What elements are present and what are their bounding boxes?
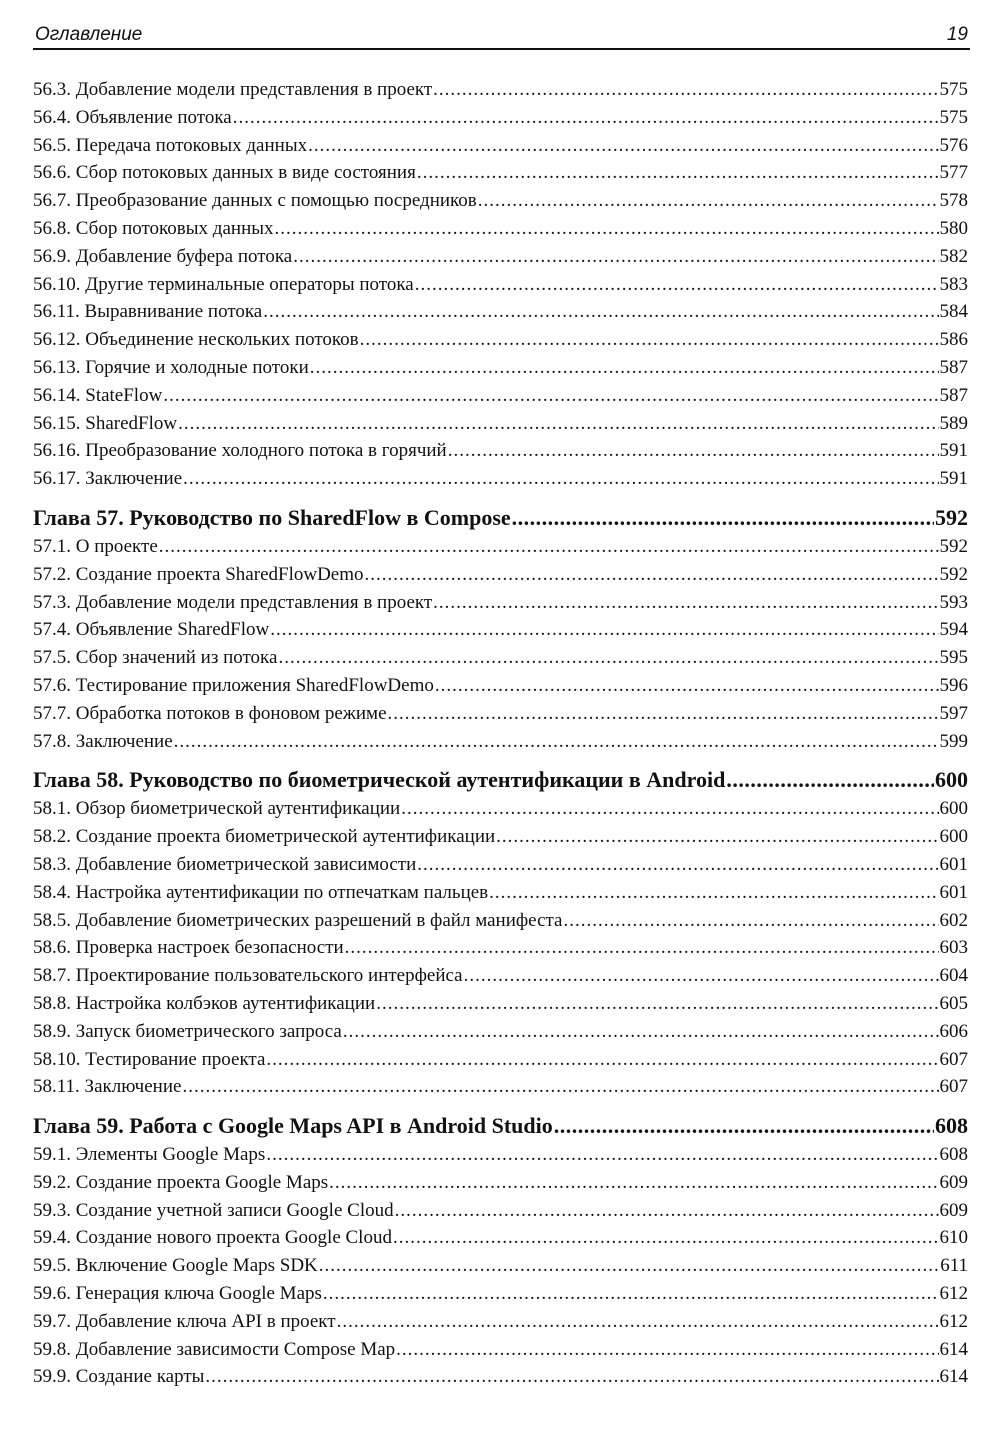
dot-leader [323,1280,939,1308]
toc-entry-page: 591 [939,468,968,490]
toc-section-entry [33,700,968,728]
table-of-contents [33,76,968,1391]
toc-entry-title: 56.5. Передача потоковых данных [33,134,308,156]
toc-entry-title: 59.3. Создание учетной записи Google Cloud [33,1199,394,1221]
dot-leader [512,503,934,533]
dot-leader [417,851,938,879]
toc-entry-title: 56.4. Объявление потока [33,106,232,128]
toc-section-entry [33,851,968,879]
toc-entry-title: 59.6. Генерация ключа Google Maps [33,1283,322,1305]
dot-leader [401,795,938,823]
toc-section-entry [33,644,968,672]
toc-entry-title: Глава 57. Руководство по SharedFlow в Compose [33,504,511,530]
toc-entry-page: 586 [939,329,968,351]
toc-entry-page: 607 [939,1048,968,1070]
toc-entry-title: Глава 58. Руководство по биометрической аутентификации в Android [33,767,726,793]
toc-section-entry [33,1018,968,1046]
dot-leader [329,1169,938,1197]
toc-entry-title: 56.15. SharedFlow [33,412,178,434]
toc-section-entry [33,1197,968,1225]
toc-entry-title: 57.5. Сбор значений из потока [33,647,278,669]
toc-entry-page: 591 [939,440,968,462]
toc-section-entry [33,1141,968,1169]
toc-entry-page: 609 [939,1171,968,1193]
toc-entry-page: 578 [939,190,968,212]
toc-entry-title: 56.7. Преобразование данных с помощью посредников [33,190,477,212]
toc-chapter-entry [33,503,968,533]
toc-entry-title: 58.1. Обзор биометрической аутентификации [33,798,401,820]
toc-entry-title: 57.1. О проекте [33,535,158,557]
toc-section-entry [33,879,968,907]
toc-section-entry [33,1308,968,1336]
dot-leader [310,354,939,382]
toc-section-entry [33,589,968,617]
toc-entry-title: 58.6. Проверка настроек безопасности [33,937,344,959]
toc-entry-page: 577 [939,162,968,184]
toc-entry-page: 596 [939,674,968,696]
toc-entry-title: 59.1. Элементы Google Maps [33,1144,266,1166]
dot-leader [360,326,939,354]
toc-chapter-entry [33,765,968,795]
toc-section-entry [33,215,968,243]
toc-section-entry [33,159,968,187]
toc-entry-page: 575 [939,106,968,128]
toc-entry-page: 614 [939,1338,968,1360]
running-header [33,22,970,50]
toc-entry-page: 608 [935,1113,968,1139]
toc-entry-title: Глава 59. Работа с Google Maps API в Android Studio [33,1113,553,1139]
toc-entry-page: 600 [939,826,968,848]
toc-entry-page: 587 [939,356,968,378]
toc-entry-title: 59.5. Включение Google Maps SDK [33,1255,318,1277]
toc-section-entry [33,354,968,382]
toc-section-entry [33,823,968,851]
dot-leader [433,589,938,617]
toc-entry-title: 56.8. Сбор потоковых данных [33,217,274,239]
toc-section-entry [33,243,968,271]
toc-entry-page: 583 [939,273,968,295]
toc-entry-title: 57.6. Тестирование приложения SharedFlowDemo [33,674,434,696]
dot-leader [365,561,939,589]
toc-entry-page: 614 [939,1366,968,1388]
dot-leader [435,672,939,700]
toc-section-entry [33,533,968,561]
toc-section-entry [33,1280,968,1308]
toc-entry-title: 56.9. Добавление буфера потока [33,245,293,267]
header-page-number: 19 [946,24,968,45]
dot-leader [308,132,938,160]
toc-entry-page: 612 [939,1310,968,1332]
toc-entry-title: 56.6. Сбор потоковых данных в виде состояния [33,162,416,184]
toc-section-entry [33,1224,968,1252]
toc-entry-page: 605 [939,992,968,1014]
dot-leader [376,990,938,1018]
toc-section-entry [33,795,968,823]
toc-section-entry [33,672,968,700]
toc-entry-title: 58.8. Настройка колбэков аутентификации [33,992,376,1014]
toc-entry-page: 592 [939,563,968,585]
toc-section-entry [33,1252,968,1280]
toc-entry-page: 592 [935,504,968,530]
toc-entry-title: 56.16. Преобразование холодного потока в горячий [33,440,447,462]
toc-entry-title: 59.4. Создание нового проекта Google Cloud [33,1227,392,1249]
toc-entry-title: 56.17. Заключение [33,468,183,490]
toc-entry-title: 57.7. Обработка потоков в фоновом режиме [33,702,387,724]
toc-entry-page: 608 [939,1144,968,1166]
dot-leader [417,159,939,187]
dot-leader [388,700,939,728]
toc-entry-title: 58.7. Проектирование пользовательского интерфейса [33,965,463,987]
toc-section-entry [33,132,968,160]
toc-entry-title: 57.2. Создание проекта SharedFlowDemo [33,563,364,585]
toc-entry-page: 599 [939,730,968,752]
dot-leader [233,104,939,132]
toc-entry-page: 587 [939,384,968,406]
toc-entry-page: 595 [939,647,968,669]
dot-leader [345,934,939,962]
toc-section-entry [33,465,968,493]
toc-entry-page: 603 [939,937,968,959]
toc-section-entry [33,1073,968,1101]
toc-entry-title: 56.11. Выравнивание потока [33,301,263,323]
dot-leader [433,76,938,104]
toc-entry-title: 57.4. Объявление SharedFlow [33,619,270,641]
dot-leader [343,1018,939,1046]
dot-leader [278,644,938,672]
toc-chapter-entry [33,1111,968,1141]
dot-leader [263,298,938,326]
toc-entry-page: 600 [939,798,968,820]
toc-entry-title: 58.11. Заключение [33,1076,182,1098]
toc-entry-page: 602 [939,909,968,931]
header-section-title: Оглавление [35,24,143,45]
toc-entry-page: 600 [935,767,968,793]
toc-entry-title: 58.2. Создание проекта биометрической аутентификации [33,826,496,848]
toc-section-entry [33,410,968,438]
dot-leader [183,465,938,493]
toc-entry-title: 56.3. Добавление модели представления в проект [33,79,433,100]
dot-leader [205,1363,938,1391]
dot-leader [182,1073,938,1101]
toc-section-entry [33,271,968,299]
toc-section-entry [33,1046,968,1074]
toc-entry-page: 592 [939,535,968,557]
dot-leader [319,1252,939,1280]
toc-entry-page: 575 [939,79,968,100]
toc-entry-page: 589 [939,412,968,434]
toc-entry-title: 57.8. Заключение [33,730,173,752]
toc-entry-page: 584 [939,301,968,323]
toc-section-entry [33,104,968,132]
toc-entry-page: 597 [939,702,968,724]
toc-section-entry [33,728,968,756]
toc-entry-title: 58.4. Настройка аутентификации по отпечаткам пальцев [33,881,489,903]
toc-section-entry [33,934,968,962]
toc-entry-page: 580 [939,217,968,239]
toc-entry-page: 607 [939,1076,968,1098]
toc-entry-title: 58.10. Тестирование проекта [33,1048,266,1070]
toc-section-entry [33,1336,968,1364]
dot-leader [554,1111,934,1141]
toc-entry-title: 57.3. Добавление модели представления в проект [33,591,433,613]
toc-entry-title: 56.13. Горячие и холодные потоки [33,356,309,378]
dot-leader [266,1046,938,1074]
toc-entry-page: 611 [940,1255,968,1277]
toc-section-entry [33,382,968,410]
toc-entry-title: 56.14. StateFlow [33,384,163,406]
dot-leader [174,728,939,756]
dot-leader [448,437,939,465]
toc-section-entry [33,326,968,354]
toc-entry-page: 604 [939,965,968,987]
dot-leader [395,1197,939,1225]
dot-leader [270,616,938,644]
toc-entry-page: 593 [939,591,968,613]
dot-leader [178,410,938,438]
dot-leader [293,243,938,271]
dot-leader [275,215,939,243]
toc-entry-page: 612 [939,1283,968,1305]
toc-entry-page: 601 [939,853,968,875]
toc-entry-page: 594 [939,619,968,641]
toc-section-entry [33,907,968,935]
toc-entry-page: 606 [939,1020,968,1042]
toc-entry-title: 56.12. Объединение нескольких потоков [33,329,359,351]
toc-entry-title: 59.2. Создание проекта Google Maps [33,1171,329,1193]
toc-section-entry [33,561,968,589]
toc-entry-title: 59.8. Добавление зависимости Compose Map [33,1338,396,1360]
toc-entry-title: 58.5. Добавление биометрических разрешений в файл манифеста [33,909,563,931]
dot-leader [726,765,934,795]
toc-entry-title: 56.10. Другие терминальные операторы потока [33,273,414,295]
toc-section-entry [33,1169,968,1197]
dot-leader [489,879,938,907]
toc-entry-page: 582 [939,245,968,267]
toc-entry-title: 58.3. Добавление биометрической зависимости [33,853,417,875]
dot-leader [396,1336,938,1364]
dot-leader [163,382,938,410]
toc-entry-title: 59.9. Создание карты [33,1366,205,1388]
toc-section-entry [33,990,968,1018]
dot-leader [496,823,938,851]
toc-section-entry [33,616,968,644]
toc-section-entry [33,1363,968,1391]
dot-leader [266,1141,938,1169]
toc-section-entry [33,298,968,326]
toc-section-entry [33,187,968,215]
dot-leader [337,1308,939,1336]
toc-entry-page: 610 [939,1227,968,1249]
toc-section-entry [33,962,968,990]
dot-leader [415,271,939,299]
toc-entry-page: 609 [939,1199,968,1221]
dot-leader [464,962,939,990]
dot-leader [563,907,938,935]
toc-entry-page: 601 [939,881,968,903]
toc-entry-title: 59.7. Добавление ключа API в проект [33,1310,336,1332]
toc-section-entry [33,437,968,465]
toc-entry-title: 58.9. Запуск биометрического запроса [33,1020,342,1042]
toc-section-entry [33,76,968,104]
dot-leader [159,533,939,561]
dot-leader [478,187,939,215]
dot-leader [393,1224,939,1252]
toc-entry-page: 576 [939,134,968,156]
